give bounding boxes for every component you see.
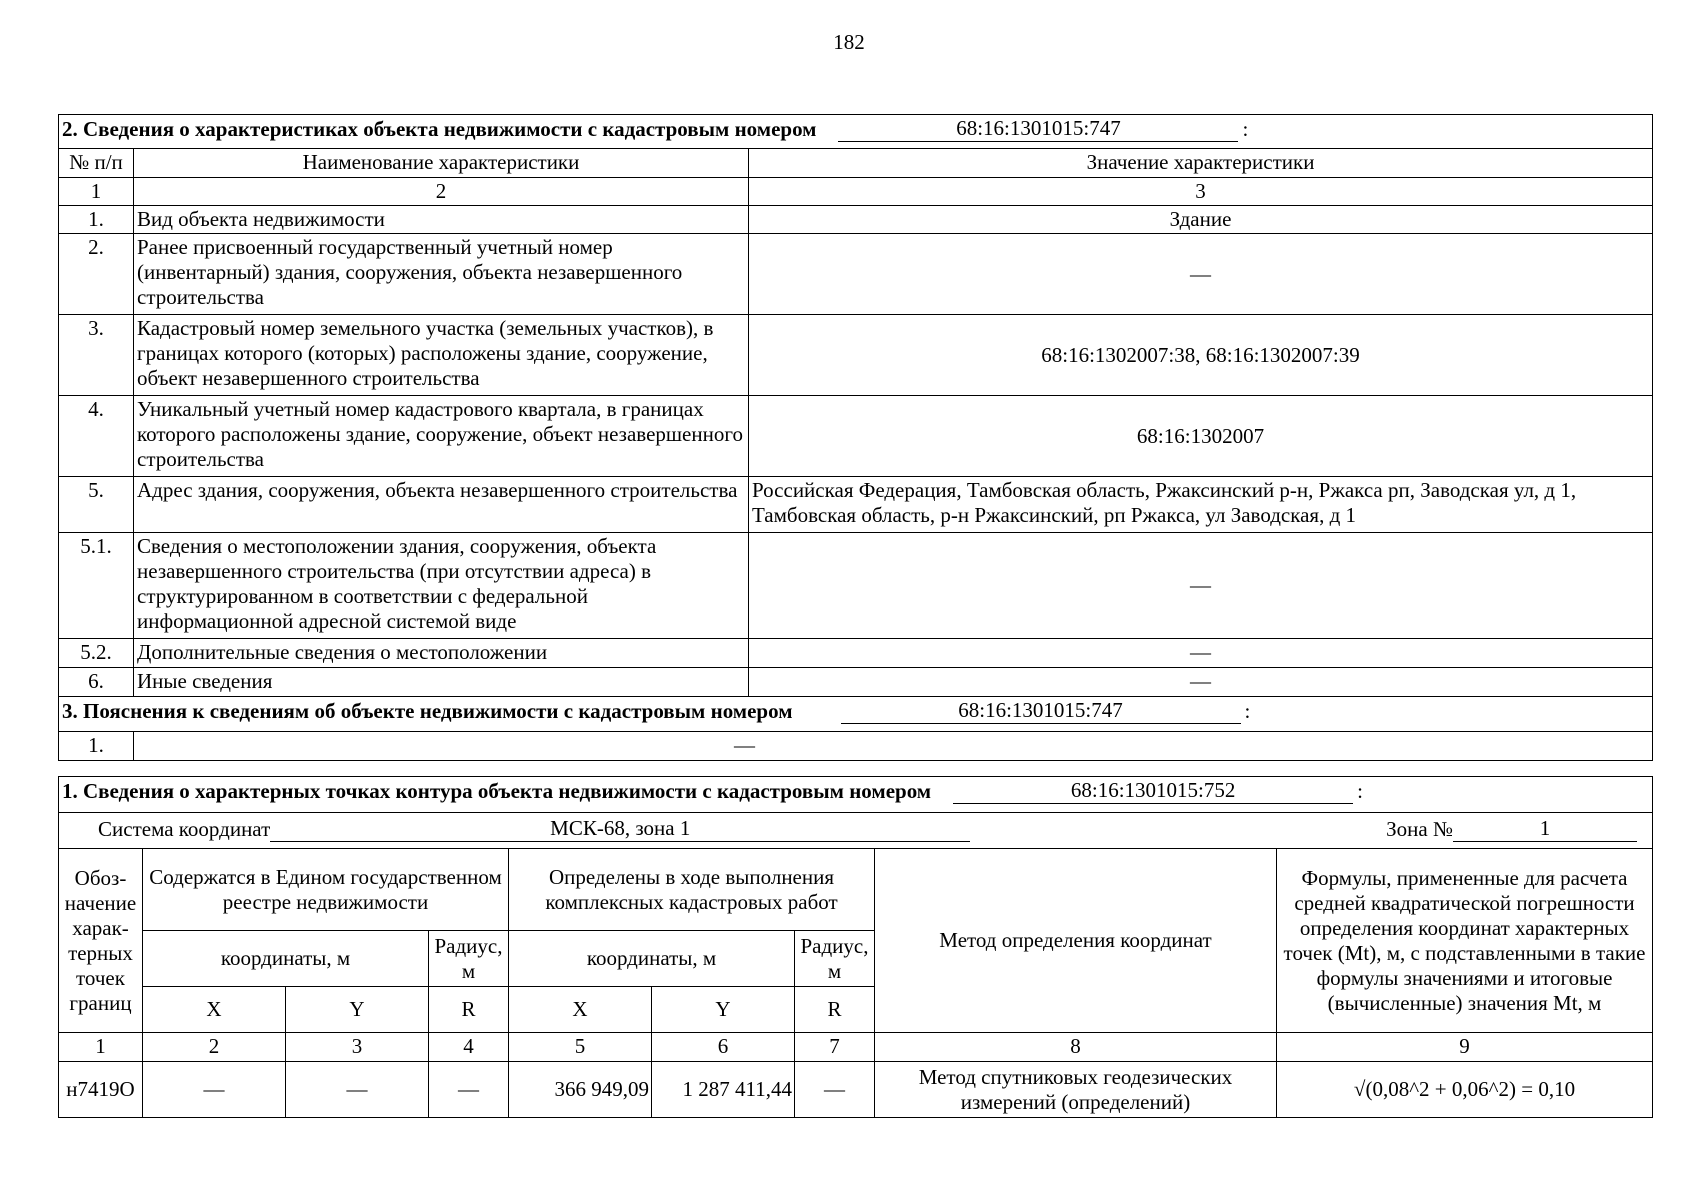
table-row bbox=[59, 396, 1653, 477]
header-r: R bbox=[429, 987, 509, 1033]
point-y: 1 287 411,44 bbox=[652, 1062, 795, 1118]
point-r: — bbox=[795, 1062, 875, 1118]
section3-colon: : bbox=[1244, 699, 1251, 723]
row-name: Ранее присвоенный государственный учетный номер (инвентарный) здания, сооружения, объекта незавершенного строительства bbox=[134, 234, 749, 315]
column-number: 8 bbox=[875, 1033, 1277, 1062]
row-name: Кадастровый номер земельного участка (земельных участков), в границах которого (которых) расположены здание, сооружение, объект незавершенного строительства bbox=[134, 315, 749, 396]
header-method: Метод определения координат bbox=[875, 849, 1277, 1033]
point-formula: √(0,08^2 + 0,06^2) = 0,10 bbox=[1277, 1062, 1653, 1118]
header-radius: Радиус, м bbox=[795, 931, 875, 987]
section3-title: 3. Пояснения к сведениям об объекте недвижимости с кадастровым номером bbox=[62, 699, 793, 723]
header-x: X bbox=[509, 987, 652, 1033]
header-egrn: Содержатся в Едином государственном реестре недвижимости bbox=[143, 849, 509, 931]
point-method: Метод спутниковых геодезических измерений (определений) bbox=[875, 1062, 1277, 1118]
characteristics-table bbox=[58, 114, 1653, 761]
row-name: Иные сведения bbox=[134, 668, 749, 697]
row-value: — bbox=[749, 668, 1653, 697]
row-number: 3. bbox=[59, 315, 134, 396]
header-x: X bbox=[143, 987, 286, 1033]
section3-header bbox=[59, 697, 1653, 732]
row-number: 1. bbox=[59, 206, 134, 234]
column-number: 1 bbox=[59, 178, 134, 206]
row-number: 5.1. bbox=[59, 533, 134, 639]
table-row bbox=[59, 315, 1653, 396]
row-value: — bbox=[749, 533, 1653, 639]
section3-cadastral-number: 68:16:1301015:747 bbox=[841, 698, 1241, 724]
header-value: Значение характеристики bbox=[749, 149, 1653, 178]
coordinate-system-row bbox=[59, 813, 1653, 849]
row-number: 5.2. bbox=[59, 639, 134, 668]
row-name: Уникальный учетный номер кадастрового квартала, в границах которого расположены здание, сооружение, объект незавершенного строительства bbox=[134, 396, 749, 477]
contour-points-table bbox=[58, 776, 1653, 1118]
header-r: R bbox=[795, 987, 875, 1033]
table-row bbox=[59, 206, 1653, 234]
row-name: Вид объекта недвижимости bbox=[134, 206, 749, 234]
row-value: 68:16:1302007:38, 68:16:1302007:39 bbox=[749, 315, 1653, 396]
section2-title: 2. Сведения о характеристиках объекта недвижимости с кадастровым номером bbox=[62, 117, 817, 141]
table-row bbox=[59, 234, 1653, 315]
point-x: 366 949,09 bbox=[509, 1062, 652, 1118]
row-value: — bbox=[749, 639, 1653, 668]
table-row bbox=[59, 639, 1653, 668]
page-number: 182 bbox=[833, 30, 865, 54]
column-number: 9 bbox=[1277, 1033, 1653, 1062]
row-value: — bbox=[749, 234, 1653, 315]
section2-header bbox=[59, 115, 1653, 149]
point-name: н7419О bbox=[59, 1062, 143, 1118]
row-name: Адрес здания, сооружения, объекта незавершенного строительства bbox=[134, 477, 749, 533]
column-number: 1 bbox=[59, 1033, 143, 1062]
section1-title: 1. Сведения о характерных точках контура объекта недвижимости с кадастровым номером bbox=[62, 779, 932, 803]
column-number: 2 bbox=[134, 178, 749, 206]
point-x-egrn: — bbox=[143, 1062, 286, 1118]
header-radius: Радиус, м bbox=[429, 931, 509, 987]
column-number: 3 bbox=[749, 178, 1653, 206]
row-name: Сведения о местоположении здания, сооружения, объекта незавершенного строительства (при отсутствии адреса) в структурированном в соответствии с федеральной информационной адресной системой виде bbox=[134, 533, 749, 639]
row-number: 2. bbox=[59, 234, 134, 315]
row-number: 6. bbox=[59, 668, 134, 697]
coord-system-label: Система координат bbox=[98, 817, 271, 841]
row-number: 1. bbox=[59, 732, 134, 761]
column-number-row bbox=[59, 1033, 1653, 1062]
zone-value: 1 bbox=[1453, 816, 1637, 842]
header-y: Y bbox=[652, 987, 795, 1033]
header-name: Наименование характеристики bbox=[134, 149, 749, 178]
column-number-row bbox=[59, 178, 1653, 206]
table-row bbox=[59, 477, 1653, 533]
table-row bbox=[59, 533, 1653, 639]
header-row bbox=[59, 149, 1653, 178]
section1-cadastral-number: 68:16:1301015:752 bbox=[953, 778, 1353, 804]
section3-row bbox=[59, 732, 1653, 761]
row-value: Здание bbox=[749, 206, 1653, 234]
point-row bbox=[59, 1062, 1653, 1118]
header-coords: координаты, м bbox=[143, 931, 429, 987]
section2-colon: : bbox=[1242, 117, 1249, 141]
row-value: 68:16:1302007 bbox=[749, 396, 1653, 477]
header-coords: координаты, м bbox=[509, 931, 795, 987]
column-number: 3 bbox=[286, 1033, 429, 1062]
column-number: 4 bbox=[429, 1033, 509, 1062]
header-formula: Формулы, примененные для расчета средней квадратической погрешности определения координат характерных точек (Mt), м, с подставленными в такие формулы значениями и итоговые (вычисленные) значения Mt, м bbox=[1277, 849, 1653, 1033]
row-number: 4. bbox=[59, 396, 134, 477]
table-row bbox=[59, 668, 1653, 697]
row-number: 5. bbox=[59, 477, 134, 533]
column-number: 6 bbox=[652, 1033, 795, 1062]
section2-cadastral-number: 68:16:1301015:747 bbox=[838, 116, 1238, 142]
row-name: Дополнительные сведения о местоположении bbox=[134, 639, 749, 668]
coord-system-value: МСК-68, зона 1 bbox=[270, 816, 970, 842]
column-number: 7 bbox=[795, 1033, 875, 1062]
column-number: 2 bbox=[143, 1033, 286, 1062]
header-y: Y bbox=[286, 987, 429, 1033]
header-num: № п/п bbox=[59, 149, 134, 178]
point-r-egrn: — bbox=[429, 1062, 509, 1118]
header-kkr: Определены в ходе выполнения комплексных кадастровых работ bbox=[509, 849, 875, 931]
zone-label: Зона № bbox=[1386, 817, 1454, 841]
section1-colon: : bbox=[1357, 779, 1363, 803]
row-value: Российская Федерация, Тамбовская область, Ржаксинский р-н, Ржакса рп, Заводская ул, д 1, Тамбовская область, р-н Ржаксинский, рп Ржакса, ул Заводская, д 1 bbox=[749, 477, 1653, 533]
row-value: — bbox=[134, 732, 1653, 761]
point-y-egrn: — bbox=[286, 1062, 429, 1118]
column-number: 5 bbox=[509, 1033, 652, 1062]
section1-header bbox=[59, 777, 1653, 813]
header-designation: Обоз-начение харак-терных точек границ bbox=[59, 849, 143, 1033]
